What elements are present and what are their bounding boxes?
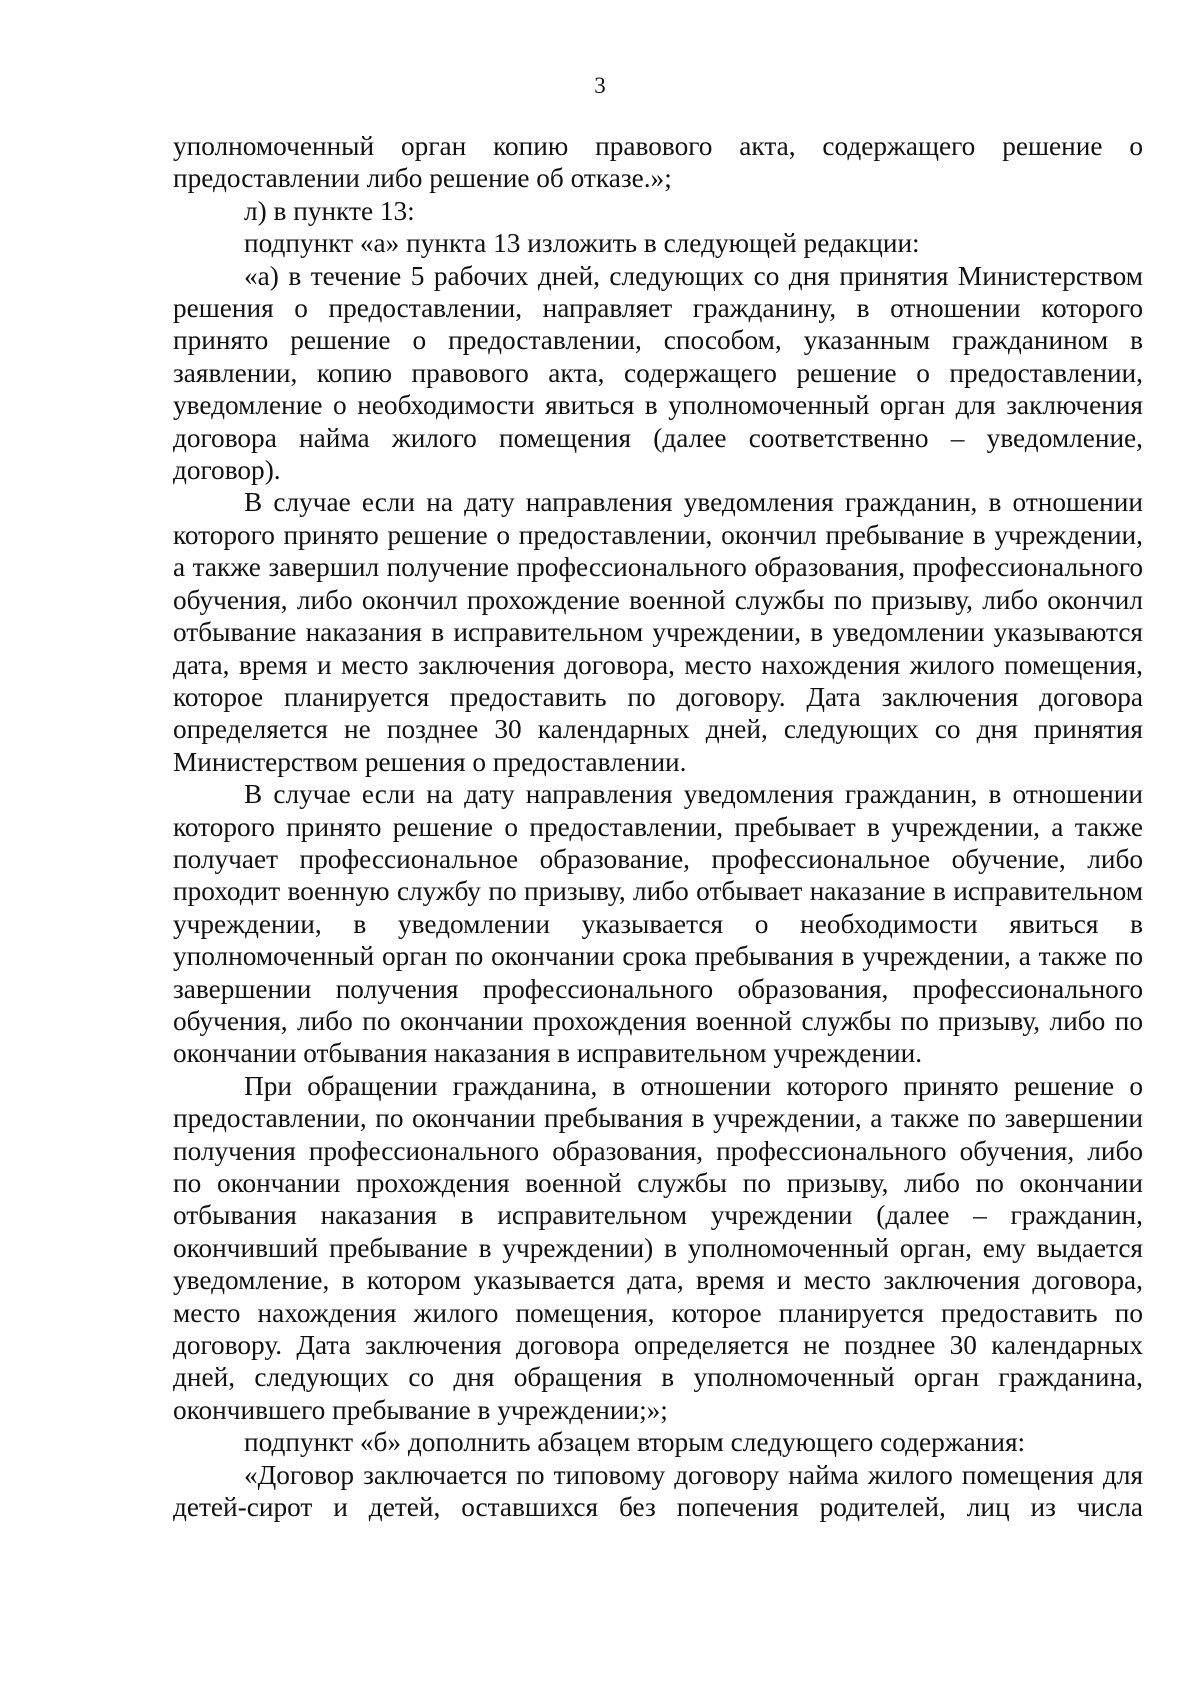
paragraph-subitem-b-intro: подпункт «б» дополнить абзацем вторым следующего содержания:	[244, 1427, 1026, 1458]
paragraph-subitem-a-text: «а) в течение 5 рабочих дней, следующих со дня принятия Министерством решения о предоставлении, направляет гражданину, в отношении которого принято решение о предоставлении, способом, указанным гражданином в заявлении, копию правового акта, содержащего решение о предоставлении, уведомление о необходимости явиться в уполномоченный орган для заключения договора найма жилого помещения (далее соответственно – уведомление, договор).	[173, 260, 1143, 486]
page-number: 3	[594, 73, 606, 98]
paragraph-case-finished-stay: В случае если на дату направления уведомления гражданин, в отношении которого принято решение о предоставлении, окончил пребывание в учреждении, а также завершил получение профессионального образования, профессионального обучения, либо окончил прохождение военной службы по призыву, либо окончил отбывание наказания в исправительном учреждении, в уведомлении указываются дата, время и место заключения договора, место нахождения жилого помещения, которое планируется предоставить по договору. Дата заключения договора определяется не позднее 30 календарных дней, следующих со дня принятия Министерством решения о предоставлении.	[173, 487, 1143, 777]
paragraph-contract-text: «Договор заключается по типовому договору найма жилого помещения для детей-сирот и детей, оставшихся без попечения родителей, лиц из числа	[173, 1459, 1143, 1523]
paragraph-item-l: л) в пункте 13:	[244, 195, 415, 226]
paragraph-case-still-staying: В случае если на дату направления уведомления гражданин, в отношении которого принято решение о предоставлении, пребывает в учреждении, а также получает профессиональное образование, профессиональное обучение, либо проходит военную службу по призыву, либо отбывает наказание в исправительном учреждении, в уведомлении указывается о необходимости явиться в уполномоченный орган по окончании срока пребывания в учреждении, а также по завершении получения профессионального образования, профессионального обучения, либо по окончании прохождения военной службы по призыву, либо по окончании отбывания наказания в исправительном учреждении.	[173, 779, 1143, 1069]
paragraph-continuation: уполномоченный орган копию правового акта, содержащего решение о предоставлении либо решение об отказе.»;	[173, 131, 1143, 194]
paragraph-citizen-appeal: При обращении гражданина, в отношении которого принято решение о предоставлении, по окончании пребывания в учреждении, а также по завершении получения профессионального образования, профессионального обучения, либо по окончании прохождения военной службы по призыву, либо по окончании отбывания наказания в исправительном учреждении (далее – гражданин, окончивший пребывание в учреждении) в уполномоченный орган, ему выдается уведомление, в котором указывается дата, время и место заключения договора, место нахождения жилого помещения, которое планируется предоставить по договору. Дата заключения договора определяется не позднее 30 календарных дней, следующих со дня обращения в уполномоченный орган гражданина, окончившего пребывание в учреждении;»;	[173, 1070, 1143, 1425]
document-body	[173, 130, 1143, 1523]
paragraph-subitem-a-intro: подпункт «а» пункта 13 изложить в следующей редакции:	[244, 228, 920, 259]
